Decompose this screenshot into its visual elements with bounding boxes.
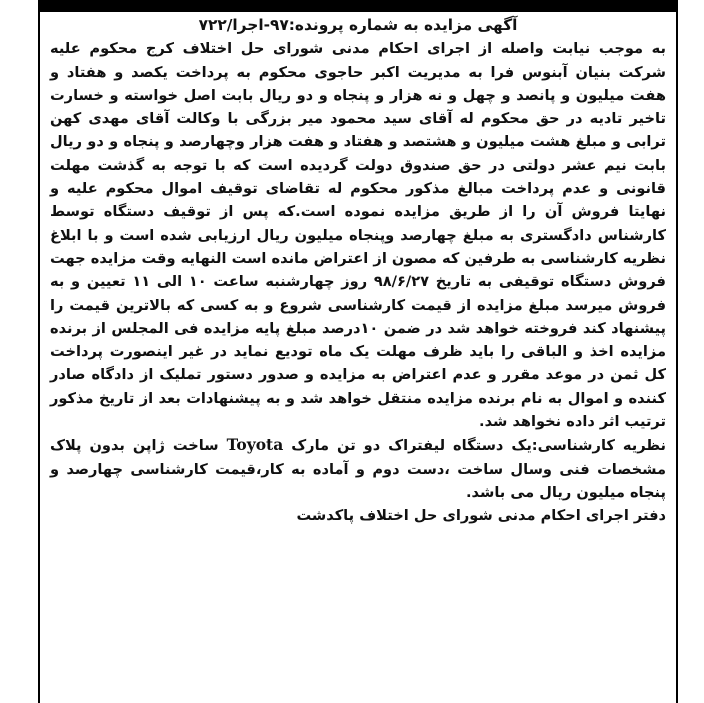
issuer-signature: دفتر اجرای احکام مدنی شورای حل اختلاف پاکدشت [296, 507, 666, 525]
notice-title: آگهی مزایده به شماره پرونده:۹۷-اجرا/۷۲۲ [198, 16, 518, 34]
notice-body: به موجب نیابت واصله از اجرای احکام مدنی شورای حل اختلاف کرج محکوم علیه شرکت بنیان آبنوس فرا به مدیریت اکبر حاجوی محکوم به پرداخت یکصد و هفتاد و هفت میلیون و پانصد و چهل و نه هزار و پنجاه و دو ریال بابت اصل خواسته و خسارت تاخیر تادیه در حق محکوم له آقای سید محمود میر بزرگی با وکالت آقای مهدی کهن ترابی و مبلغ هشت میلیون و هشتصد و هفتاد و هفت هزار وچهارصد و پنجاه و دو ریال بابت نیم عشر دولتی در حق صندوق دولت گردیده است که با توجه به گذشت مهلت قانونی و عدم پرداخت مبالغ مذکور محکوم له تقاضای توقیف اموال محکوم علیه و نهایتا فروش آن را از طریق مزایده نموده است.که پس از توقیف دستگاه توسط کارشناس دادگستری به مبلغ چهارصد وپنجاه میلیون ریال ارزیابی شده است و با ابلاغ نظریه کارشناسی به طرفین که مصون از اعتراض مانده است النهایه وقت مزایده جهت فروش دستگاه توقیفی به تاریخ ۹۸/۶/۲۷ روز چهارشنبه ساعت ۱۰ الی ۱۱ تعیین و به فروش میرسد مبلغ مزایده از قیمت کارشناسی شروع و به کسی که بالاترین قیمت را پیشنهاد کند فروخته خواهد شد در ضمن ۱۰درصد مبلغ پایه مزایده فی المجلس از برنده مزایده اخذ و الباقی را باید ظرف مهلت یک ماه تودیع نماید در غیر اینصورت پرداخت کل ثمن در موعد مقرر و عدم اعتراض به مزایده و صدور دستور تملیک از دادگاه صادر کننده و اموال به نام برنده مزایده منتقل خواهد شد و به پیشنهادات بعد از تاریخ مذکور ترتیب اثر داده نخواهد شد. [50, 40, 666, 431]
expert-opinion [50, 433, 666, 504]
notice-frame [38, 0, 678, 703]
expert-opinion-start: نظریه کارشناسی:یک دستگاه لیفتراک دو تن مارک [291, 437, 666, 455]
expert-opinion-end: ساخت ژاپن بدون پلاک مشخصات فنی وسال ساخت ،دست دوم و آماده به کار،قیمت کارشناسی چهارصد و پنجاه میلیون ریال می باشد. [50, 437, 666, 501]
notice-content [50, 14, 666, 528]
top-rule [40, 0, 676, 12]
brand-name: Toyota [226, 435, 284, 455]
